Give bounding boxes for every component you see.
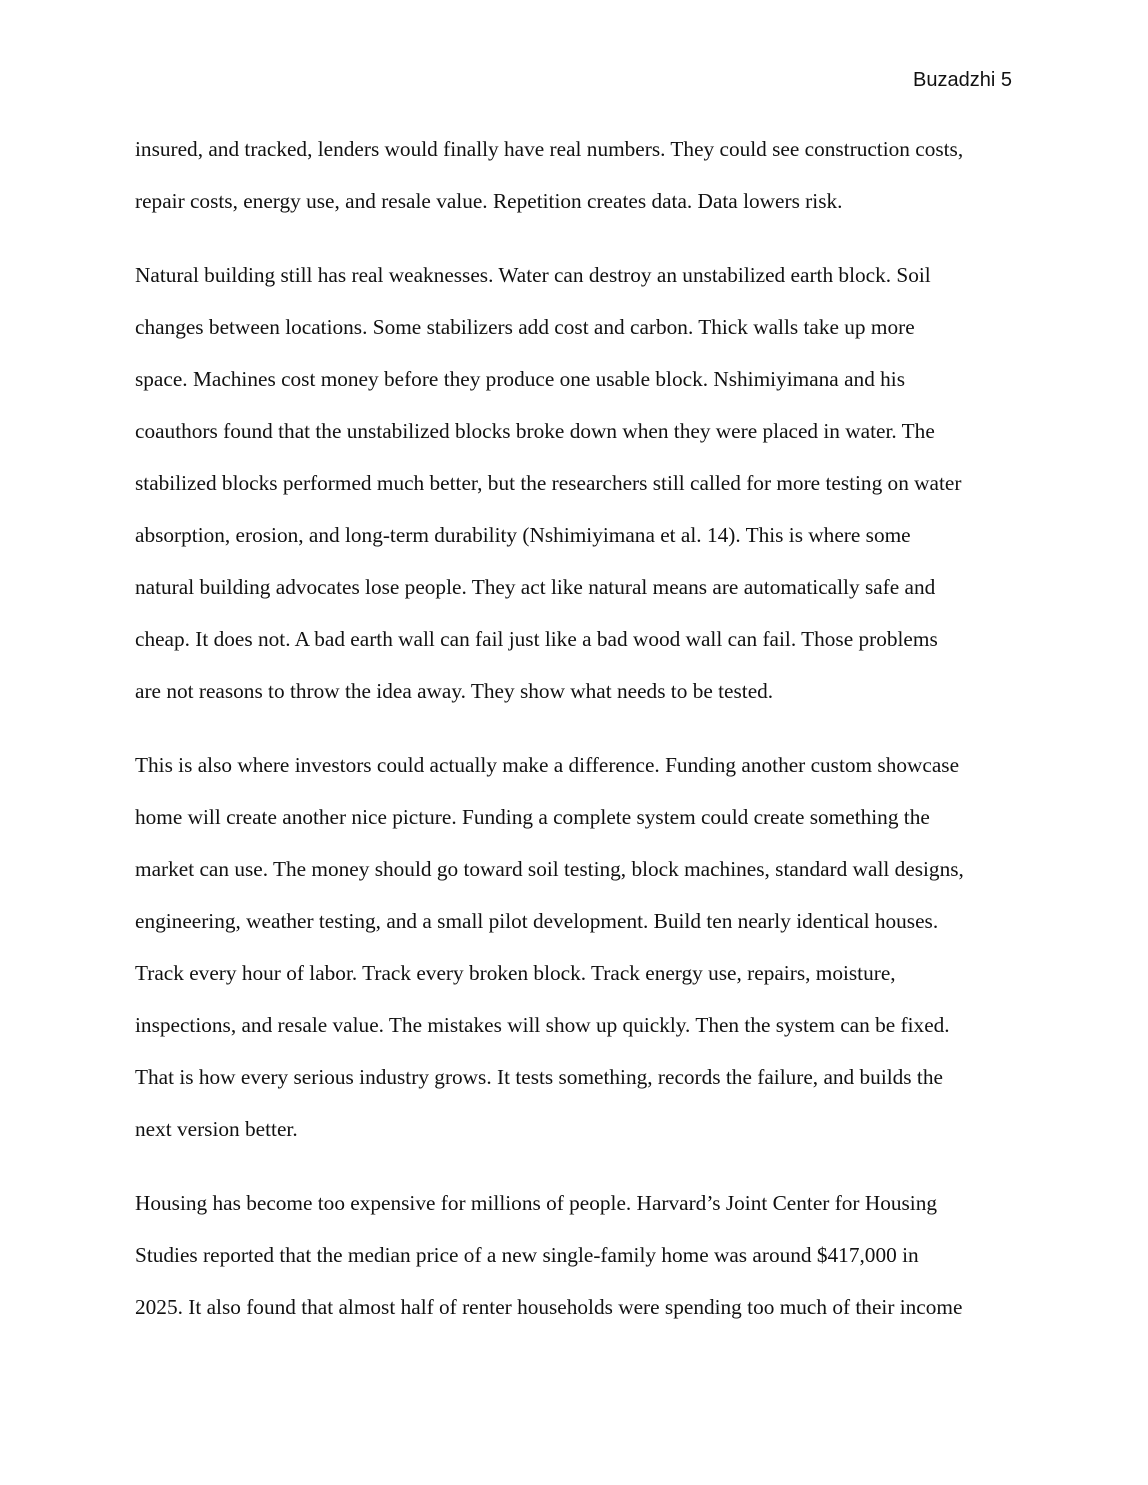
paragraph-2 (135, 258, 1025, 726)
text-line: That is how every serious industry grows. It tests something, records the failure, and builds the (135, 1065, 943, 1089)
paragraph-3 (135, 748, 1025, 1164)
text-line: 2025. It also found that almost half of renter households were spending too much of their income (135, 1295, 963, 1319)
text-line: insured, and tracked, lenders would finally have real numbers. They could see construction costs, (135, 137, 964, 161)
text-line: Studies reported that the median price of a new single-family home was around $417,000 in (135, 1243, 919, 1267)
text-line: coauthors found that the unstabilized blocks broke down when they were placed in water. The (135, 419, 935, 443)
text-line: space. Machines cost money before they produce one usable block. Nshimiyimana and his (135, 367, 906, 391)
text-line: This is also where investors could actually make a difference. Funding another custom showcase (135, 753, 960, 777)
text-line: cheap. It does not. A bad earth wall can fail just like a bad wood wall can fail. Those problems (135, 627, 938, 651)
text-line: Track every hour of labor. Track every broken block. Track energy use, repairs, moisture, (135, 961, 896, 985)
text-line: natural building advocates lose people. They act like natural means are automatically safe and (135, 575, 936, 599)
text-line: engineering, weather testing, and a small pilot development. Build ten nearly identical houses. (135, 909, 939, 933)
document-body (135, 132, 1025, 1342)
text-line: Natural building still has real weaknesses. Water can destroy an unstabilized earth block. Soil (135, 263, 931, 287)
text-line: repair costs, energy use, and resale value. Repetition creates data. Data lowers risk. (135, 189, 843, 213)
text-line: market can use. The money should go toward soil testing, block machines, standard wall designs, (135, 857, 964, 881)
paragraph-1 (135, 132, 1025, 236)
text-line: absorption, erosion, and long-term durability (Nshimiyimana et al. 14). This is where some (135, 523, 911, 547)
paragraph-4 (135, 1186, 1025, 1342)
text-line: next version better. (135, 1117, 298, 1141)
text-line: home will create another nice picture. Funding a complete system could create something the (135, 805, 930, 829)
text-line: inspections, and resale value. The mistakes will show up quickly. Then the system can be fixed. (135, 1013, 950, 1037)
text-line: stabilized blocks performed much better, but the researchers still called for more testing on water (135, 471, 962, 495)
text-line: changes between locations. Some stabilizers add cost and carbon. Thick walls take up more (135, 315, 915, 339)
running-header: Buzadzhi 5 (913, 69, 1012, 91)
text-line: Housing has become too expensive for millions of people. Harvard’s Joint Center for Housing (135, 1191, 938, 1215)
text-line: are not reasons to throw the idea away. They show what needs to be tested. (135, 679, 774, 703)
